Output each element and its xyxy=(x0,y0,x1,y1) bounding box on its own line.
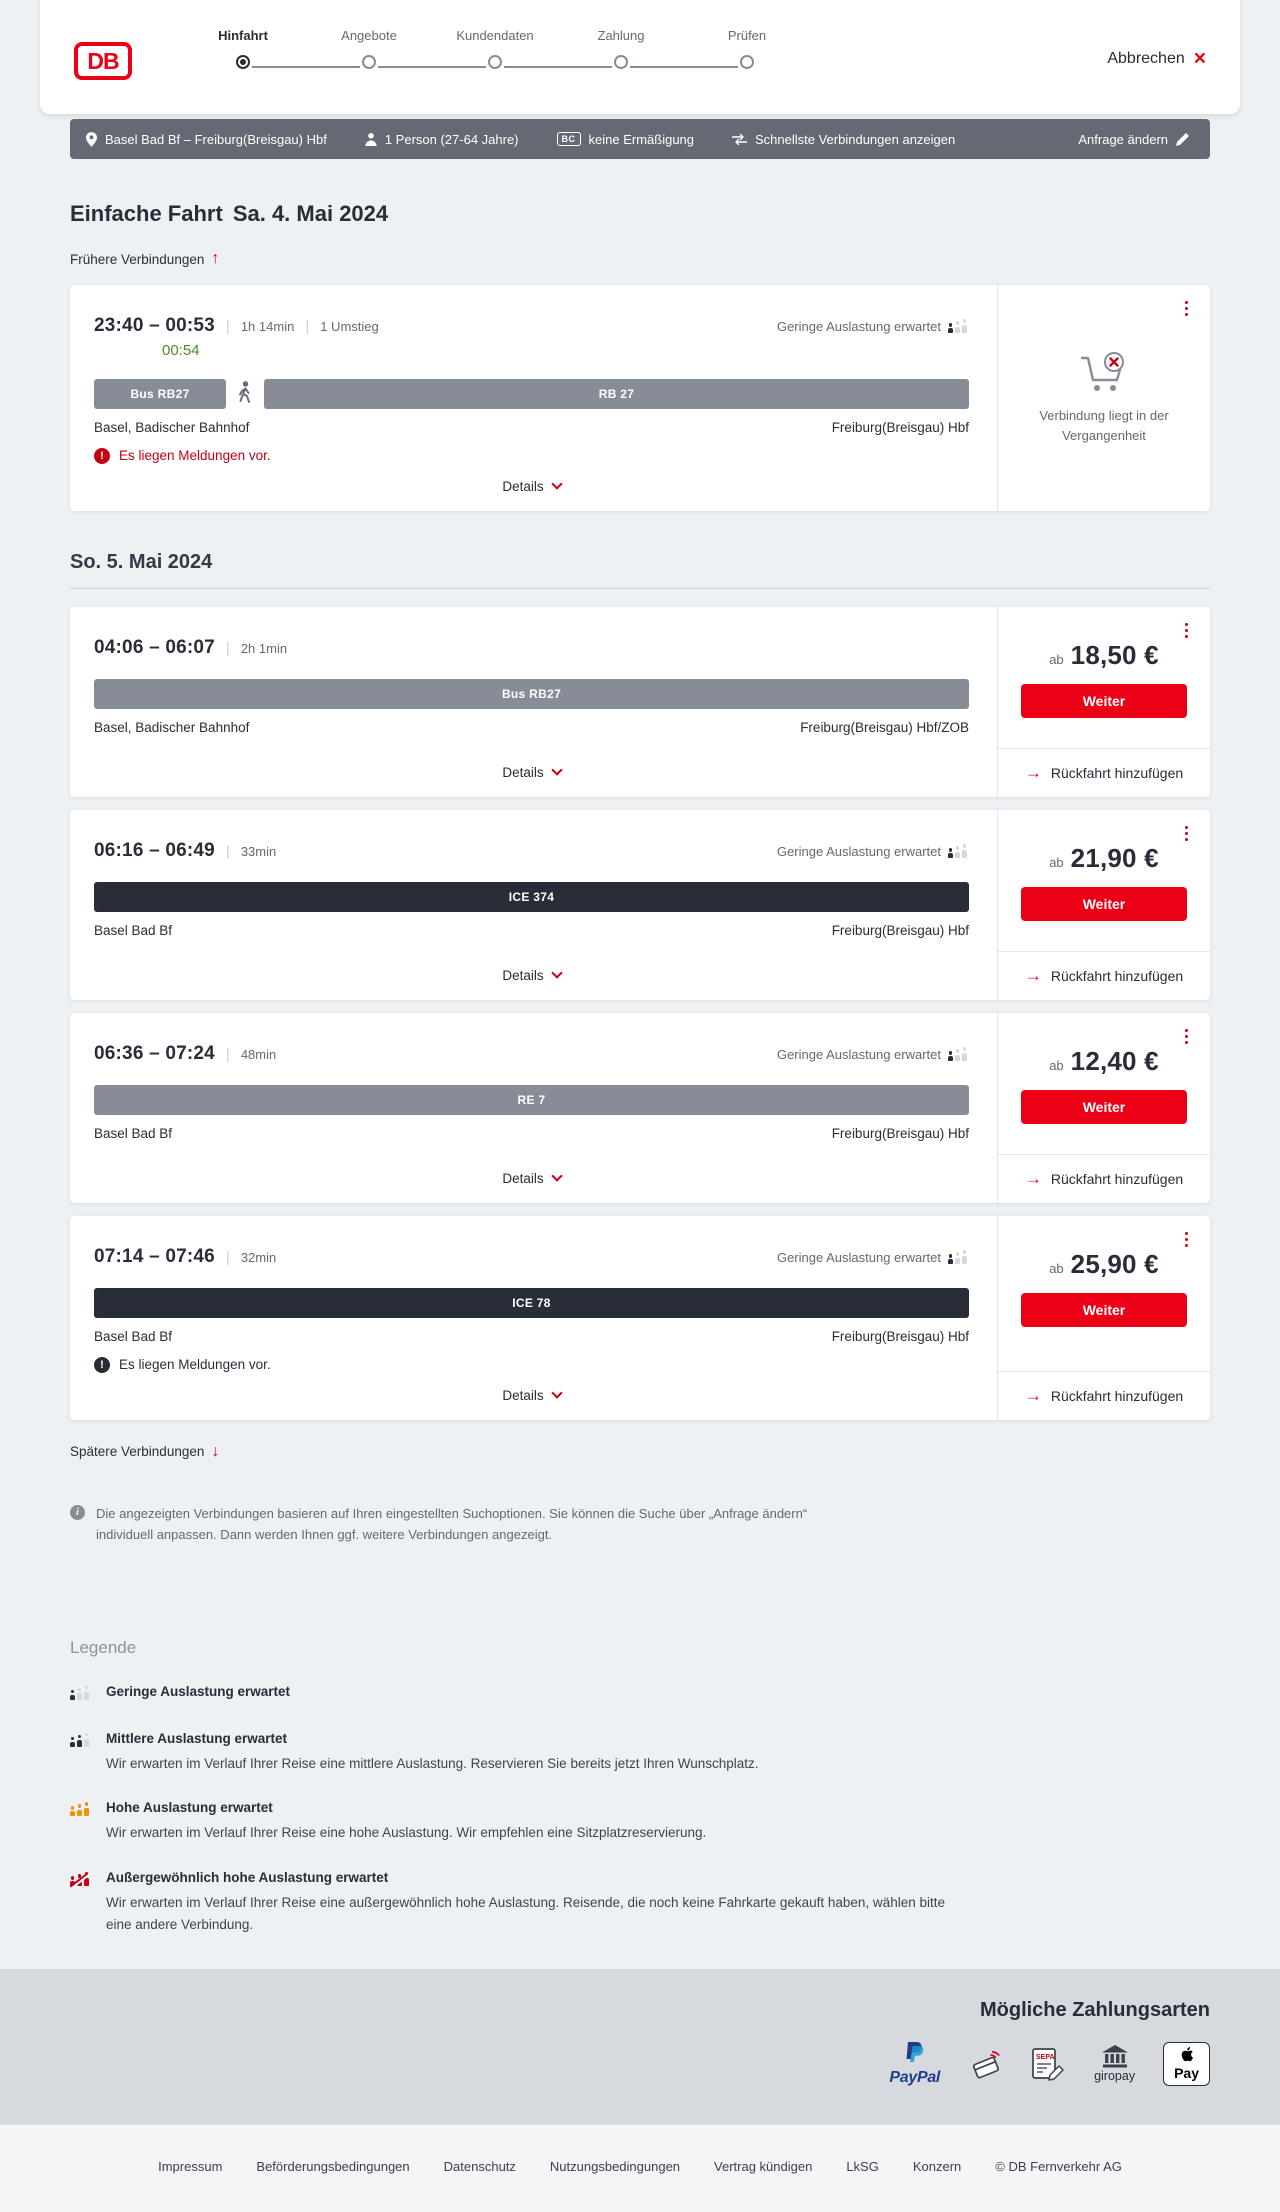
departure-station: Basel, Badischer Bahnhof xyxy=(94,419,250,435)
connection-duration: 32min xyxy=(240,1249,277,1265)
occupancy-low-icon xyxy=(948,1250,969,1264)
payment-methods-section xyxy=(0,1969,1280,2125)
arrow-down-icon: ↓ xyxy=(211,1442,220,1460)
cancel-button[interactable]: Abbrechen × xyxy=(1107,47,1206,70)
legend-title: Legende xyxy=(70,1637,137,1657)
chevron-down-icon xyxy=(551,967,562,978)
legend-item-low: Geringe Auslastung erwartet xyxy=(70,1684,1210,1705)
bahncard-badge-icon: BC xyxy=(557,132,581,146)
footer-link-lksg[interactable]: LkSG xyxy=(846,2159,879,2175)
step-dot xyxy=(488,55,502,69)
connection-side-panel: ab 12,40 € Weiter → Rückfahrt hinzufügen xyxy=(997,1013,1210,1203)
weiter-button[interactable]: Weiter xyxy=(1021,887,1187,921)
legend-item-mid: Mittlere Auslastung erwartet Wir erwarten im Verlauf Ihrer Reise eine mittlere Auslastung. Reservieren Sie bereits jetzt Ihren Wunschplatz. xyxy=(70,1731,1210,1775)
step-zahlung[interactable]: Zahlung xyxy=(558,28,684,69)
legend-section xyxy=(70,1638,1210,1935)
add-return-button[interactable]: → Rückfahrt hinzufügen xyxy=(998,951,1210,1000)
details-toggle[interactable]: Details xyxy=(94,1373,969,1420)
connection-alert: ! Es liegen Meldungen vor. xyxy=(94,1357,969,1373)
connection-price: 12,40 € xyxy=(1070,1045,1159,1076)
occupancy-indicator: Geringe Auslastung erwartet xyxy=(777,319,969,334)
page-footer xyxy=(0,2125,1280,2212)
person-icon xyxy=(365,133,377,146)
delayed-arrival-time: 00:54 xyxy=(162,341,200,359)
search-options-note: i Die angezeigten Verbindungen basieren auf Ihren eingestellten Suchoptionen. Sie können die Suche über „Anfrage ändern“ individuell anpassen. Dann werden Ihnen ggf. weitere Verbindungen angezeigt. xyxy=(70,1503,860,1546)
segment-ice: ICE 374 xyxy=(94,882,969,912)
arrival-station: Freiburg(Breisgau) Hbf/ZOB xyxy=(800,719,969,735)
segment-train: RB 27 xyxy=(264,379,969,409)
connection-duration: 1h 14min xyxy=(240,318,295,334)
footer-link-nutzungsbedingungen[interactable]: Nutzungsbedingungen xyxy=(549,2159,681,2175)
segment-ice: ICE 78 xyxy=(94,1288,969,1318)
kebab-menu-icon[interactable] xyxy=(1182,298,1192,320)
step-hinfahrt[interactable]: Hinfahrt xyxy=(180,28,306,69)
page-title: Einfache Fahrt Sa. 4. Mai 2024 xyxy=(70,201,389,226)
occupancy-indicator: Geringe Auslastung erwartet xyxy=(777,844,969,859)
transfer-arrows-icon xyxy=(732,134,747,145)
booking-stepper xyxy=(180,28,810,69)
connection-card: 06:16 – 06:49 | 33min Geringe Auslastung erwartet ICE 374 Basel Bad Bf Freiburg(Breisgau) Hbf Details ab 21,90 € Weiter → Rückfahrt hinzufügen xyxy=(70,810,1210,1000)
connection-price: 21,90 € xyxy=(1070,842,1159,873)
add-return-button[interactable]: → Rückfahrt hinzufügen xyxy=(998,1371,1210,1420)
occupancy-mid-icon xyxy=(70,1733,91,1747)
kebab-menu-icon[interactable] xyxy=(1182,823,1192,845)
connection-price: 25,90 € xyxy=(1070,1248,1159,1279)
footer-link-impressum[interactable]: Impressum xyxy=(158,2159,223,2175)
step-dot xyxy=(362,55,376,69)
chevron-down-icon xyxy=(551,478,562,489)
connection-alert: ! Es liegen Meldungen vor. xyxy=(94,448,969,464)
occupancy-high-icon xyxy=(70,1802,91,1816)
earlier-connections-link[interactable]: Frühere Verbindungen ↑ xyxy=(70,250,220,267)
apple-logo-icon xyxy=(1181,2047,1193,2062)
summary-discount: BC keine Ermäßigung xyxy=(557,132,695,147)
alert-icon: ! xyxy=(94,448,110,464)
connection-side-panel: ab 21,90 € Weiter → Rückfahrt hinzufügen xyxy=(997,810,1210,1000)
giropay-icon: giropay xyxy=(1094,2045,1135,2083)
segment-bus: Bus RB27 xyxy=(94,379,226,409)
departure-station: Basel Bad Bf xyxy=(94,922,173,938)
chevron-down-icon xyxy=(551,1170,562,1181)
segment-bus: Bus RB27 xyxy=(94,679,969,709)
departure-station: Basel Bad Bf xyxy=(94,1328,173,1344)
step-dot xyxy=(740,55,754,69)
occupancy-low-icon xyxy=(948,1047,969,1061)
legend-item-max: Außergewöhnlich hohe Auslastung erwartet Wir erwarten im Verlauf Ihrer Reise eine außergewöhnlich hohe Auslastung. Reisende, die noch keine Fahrkarte gekauft haben, wählen bitte eine andere Verbindung. xyxy=(70,1870,1210,1935)
footer-link-befoerderungsbedingungen[interactable]: Beförderungsbedingungen xyxy=(256,2159,410,2175)
svg-text:SEPA: SEPA xyxy=(1036,2053,1055,2061)
close-icon: × xyxy=(1193,47,1206,70)
connection-duration: 33min xyxy=(240,843,277,859)
connection-transfers: 1 Umstieg xyxy=(320,318,379,334)
past-connection-note: Verbindung liegt in der Vergangenheit xyxy=(1039,408,1169,443)
later-connections-link[interactable]: Spätere Verbindungen ↓ xyxy=(70,1442,220,1460)
segment-re: RE 7 xyxy=(94,1085,969,1115)
connection-card: 07:14 – 07:46 | 32min Geringe Auslastung erwartet ICE 78 Basel Bad Bf Freiburg(Breisgau) Hbf ! Es liegen Meldungen vor. Details ab 25,90 € Weiter → Rückfahrt hinzufügen xyxy=(70,1216,1210,1420)
cart-unavailable-icon xyxy=(1078,350,1130,396)
arrow-right-icon: → xyxy=(1024,763,1042,782)
arrival-station: Freiburg(Breisgau) Hbf xyxy=(831,922,969,938)
arrow-right-icon: → xyxy=(1024,1386,1042,1405)
details-toggle[interactable]: Details xyxy=(94,750,969,797)
kebab-menu-icon[interactable] xyxy=(1182,1229,1192,1251)
occupancy-indicator: Geringe Auslastung erwartet xyxy=(777,1047,969,1062)
summary-passengers: 1 Person (27-64 Jahre) xyxy=(365,132,519,147)
weiter-button[interactable]: Weiter xyxy=(1021,1090,1187,1124)
step-dot-active xyxy=(236,55,250,69)
booking-header xyxy=(40,0,1240,114)
results-content xyxy=(70,201,1210,1935)
connection-card: 04:06 – 06:07 | 2h 1min Bus RB27 Basel, Badischer Bahnhof Freiburg(Breisgau) Hbf/ZOB Details ab 18,50 € Weiter → Rückfahrt hinzufügen xyxy=(70,607,1210,797)
apple-pay-icon: Pay xyxy=(1163,2042,1210,2086)
footer-link-konzern[interactable]: Konzern xyxy=(912,2159,962,2175)
chevron-down-icon xyxy=(551,1387,562,1398)
pencil-icon xyxy=(1176,132,1190,146)
connection-times: 04:06 – 06:07 xyxy=(94,636,215,658)
connection-side-panel xyxy=(997,285,1210,511)
details-toggle[interactable]: Details xyxy=(94,464,969,511)
kebab-menu-icon[interactable] xyxy=(1182,620,1192,642)
arrow-right-icon: → xyxy=(1024,966,1042,985)
weiter-button[interactable]: Weiter xyxy=(1021,1293,1187,1327)
connection-times: 23:40 – 00:53 xyxy=(94,314,215,336)
chevron-down-icon xyxy=(551,764,562,775)
occupancy-max-icon xyxy=(70,1872,91,1886)
location-pin-icon xyxy=(86,132,97,147)
step-dot xyxy=(614,55,628,69)
connection-duration: 48min xyxy=(240,1046,277,1062)
arrival-station: Freiburg(Breisgau) Hbf xyxy=(831,419,969,435)
connection-duration: 2h 1min xyxy=(240,640,288,656)
occupancy-low-icon xyxy=(948,319,969,333)
connection-side-panel: ab 25,90 € Weiter → Rückfahrt hinzufügen xyxy=(997,1216,1210,1420)
details-toggle[interactable]: Details xyxy=(94,953,969,1000)
departure-station: Basel Bad Bf xyxy=(94,1125,173,1141)
add-return-button[interactable]: → Rückfahrt hinzufügen xyxy=(998,1154,1210,1203)
connection-times: 07:14 – 07:46 xyxy=(94,1245,215,1267)
db-logo[interactable]: DB xyxy=(74,42,132,80)
footer-links xyxy=(0,2159,1280,2174)
legend-item-high: Hohe Auslastung erwartet Wir erwarten im Verlauf Ihrer Reise eine hohe Auslastung. Wir empfehlen eine Sitzplatzreservierung. xyxy=(70,1800,1210,1844)
arrow-right-icon: → xyxy=(1024,1169,1042,1188)
connection-times: 06:36 – 07:24 xyxy=(94,1042,215,1064)
credit-card-icon xyxy=(968,2048,1002,2080)
summary-route: Basel Bad Bf – Freiburg(Breisgau) Hbf xyxy=(86,132,327,147)
payments-title: Mögliche Zahlungsarten xyxy=(979,1999,1210,2022)
search-summary-bar xyxy=(70,119,1210,159)
info-icon: i xyxy=(70,1505,85,1520)
connection-card: 23:40 – 00:53 | 1h 14min | 1 Umstieg Geringe Auslastung erwartet 00:54 Bus RB27 RB 27 Basel, Badischer Bahnhof Freiburg(Breisgau) Hbf ! Es liegen Meldungen vor. Details Verbindung liegt in der Vergangenheit xyxy=(70,285,1210,511)
step-angebote[interactable]: Angebote xyxy=(306,28,432,69)
connection-side-panel: ab 18,50 € Weiter → Rückfahrt hinzufügen xyxy=(997,607,1210,797)
weiter-button[interactable]: Weiter xyxy=(1021,684,1187,718)
alert-icon: ! xyxy=(94,1357,110,1373)
step-pruefen[interactable]: Prüfen xyxy=(684,28,810,69)
arrival-station: Freiburg(Breisgau) Hbf xyxy=(831,1328,969,1344)
details-toggle[interactable]: Details xyxy=(94,1156,969,1203)
footer-copyright: © DB Fernverkehr AG xyxy=(995,2159,1122,2175)
day-heading: So. 5. Mai 2024 xyxy=(70,551,1210,589)
connection-card: 06:36 – 07:24 | 48min Geringe Auslastung erwartet RE 7 Basel Bad Bf Freiburg(Breisgau) Hbf Details ab 12,40 € Weiter → Rückfahrt hinzufügen xyxy=(70,1013,1210,1203)
occupancy-low-icon xyxy=(70,1686,91,1700)
arrow-up-icon: ↑ xyxy=(211,250,220,267)
occupancy-indicator: Geringe Auslastung erwartet xyxy=(777,1250,969,1265)
paypal-icon: PayPal xyxy=(889,2040,940,2087)
step-kundendaten[interactable]: Kundendaten xyxy=(432,28,558,69)
walk-icon xyxy=(235,380,255,407)
add-return-button[interactable]: → Rückfahrt hinzufügen xyxy=(998,748,1210,797)
departure-station: Basel, Badischer Bahnhof xyxy=(94,719,250,735)
occupancy-low-icon xyxy=(948,844,969,858)
footer-link-vertrag-kuendigen[interactable]: Vertrag kündigen xyxy=(714,2159,813,2175)
arrival-station: Freiburg(Breisgau) Hbf xyxy=(831,1125,969,1141)
connection-times: 06:16 – 06:49 xyxy=(94,839,215,861)
kebab-menu-icon[interactable] xyxy=(1182,1026,1192,1048)
summary-filter: Schnellste Verbindungen anzeigen xyxy=(732,132,955,147)
connection-price: 18,50 € xyxy=(1070,639,1159,670)
footer-link-datenschutz[interactable]: Datenschutz xyxy=(443,2159,516,2175)
edit-request-button[interactable]: Anfrage ändern xyxy=(1078,132,1190,147)
sepa-direct-debit-icon xyxy=(1030,2047,1066,2081)
